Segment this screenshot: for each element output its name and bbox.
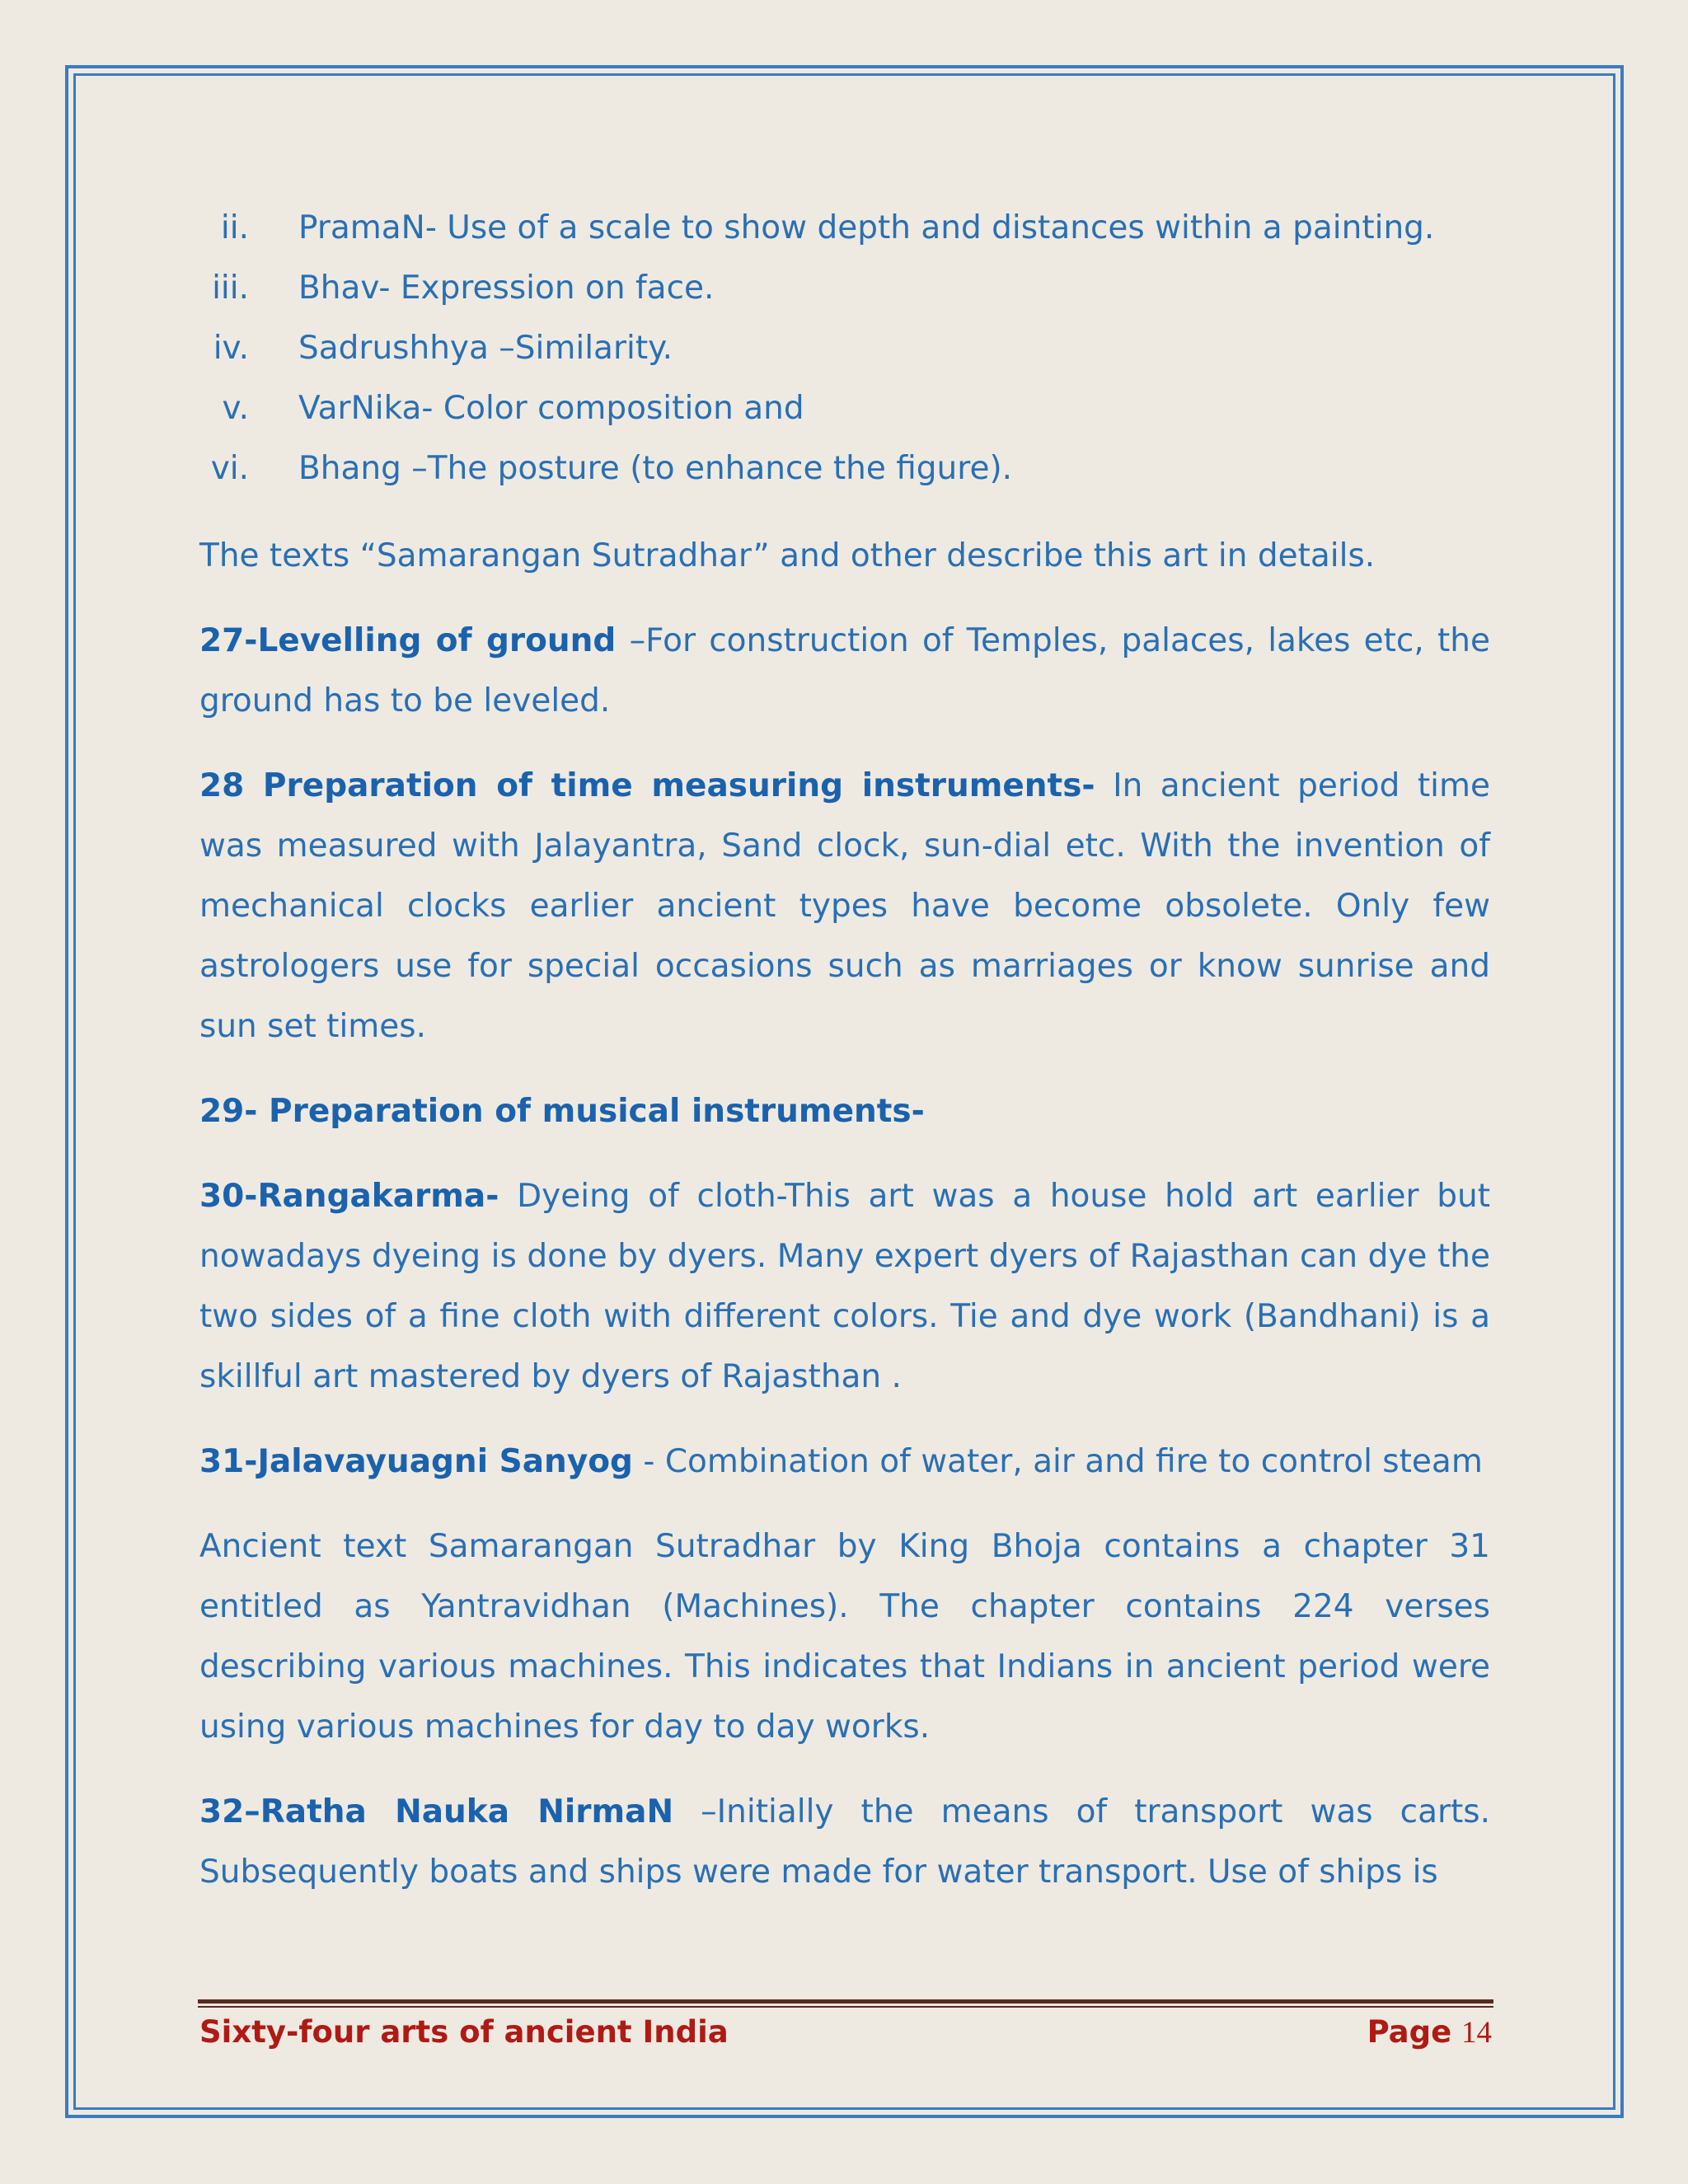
section-31 (199, 1432, 1490, 1492)
paragraph-texts: The texts “Samarangan Sutradhar” and other describe this art in details. (199, 537, 1376, 574)
list-item (199, 378, 1490, 438)
footer-rule-thin (198, 2006, 1493, 2008)
list-item-text: PramaN- Use of a scale to show depth and distances within a painting. (298, 209, 1435, 246)
section-32-heading: 32–Ratha Nauka NirmaN (199, 1793, 674, 1830)
list-item-number: iv. (213, 330, 249, 367)
page-content (199, 198, 1490, 1902)
list-item-number: vi. (210, 450, 249, 487)
paragraph-ancient-text: Ancient text Samarangan Sutradhar by King Bhoja contains a chapter 31 entitled as Yantravidhan (Machines). The chapter contains 224 verses describing various machines. This indicates that Indians in ancient period were using various machines for day to day works. (199, 1528, 1490, 1746)
list-item-number: v. (222, 390, 249, 427)
footer-rule (198, 1999, 1493, 2004)
roman-list (199, 198, 1490, 499)
section-27 (199, 611, 1490, 731)
list-item (199, 318, 1490, 378)
section-27-body: –For construction of Temples, palaces, lakes etc, the ground has to be leveled. (199, 622, 1490, 719)
list-item-text: Bhang –The posture (to enhance the figure). (298, 450, 1013, 487)
section-30 (199, 1166, 1490, 1407)
page-label: Page (1367, 2014, 1452, 2050)
section-30-heading: 30-Rangakarma- (199, 1178, 499, 1215)
page-number: 14 (1461, 2016, 1492, 2050)
list-item-number: ii. (220, 209, 249, 246)
section-31-body: - Combination of water, air and fire to control steam (632, 1443, 1483, 1480)
list-item-text: VarNika- Color composition and (298, 390, 804, 427)
list-item (199, 258, 1490, 318)
list-item-number: iii. (212, 269, 249, 307)
section-29 (199, 1081, 1490, 1141)
list-item (199, 438, 1490, 499)
section-27-heading: 27-Levelling of ground (199, 622, 617, 659)
section-28-heading: 28 Preparation of time measuring instruments- (199, 767, 1095, 804)
list-item-text: Bhav- Expression on face. (298, 269, 715, 307)
section-28-body: In ancient period time was measured with Jalayantra, Sand clock, sun-dial etc. With the invention of mechanical clocks earlier ancient types have become obsolete. Only few astrologers use for special occasions such as marriages or know sunrise and sun set times. (199, 767, 1490, 1045)
section-32 (199, 1782, 1490, 1902)
section-30-body: Dyeing of cloth-This art was a house hold art earlier but nowadays dyeing is done by dyers. Many expert dyers of Rajasthan can dye the two sides of a fine cloth with different colors. Tie and dye work (Bandhani) is a skillful art mastered by dyers of Rajasthan . (199, 1178, 1490, 1395)
list-item-text: Sadrushhya –Similarity. (298, 330, 673, 367)
section-28 (199, 756, 1490, 1057)
list-item (199, 198, 1490, 258)
section-31-heading: 31-Jalavayuagni Sanyog (199, 1443, 633, 1480)
footer-page (1367, 2011, 1492, 2055)
footer-title: Sixty-four arts of ancient India (199, 2014, 729, 2050)
section-29-heading: 29- Preparation of musical instruments- (199, 1093, 925, 1130)
section-32-body: –Initially the means of transport was carts. Subsequently boats and ships were made for water transport. Use of ships is (199, 1793, 1491, 1891)
